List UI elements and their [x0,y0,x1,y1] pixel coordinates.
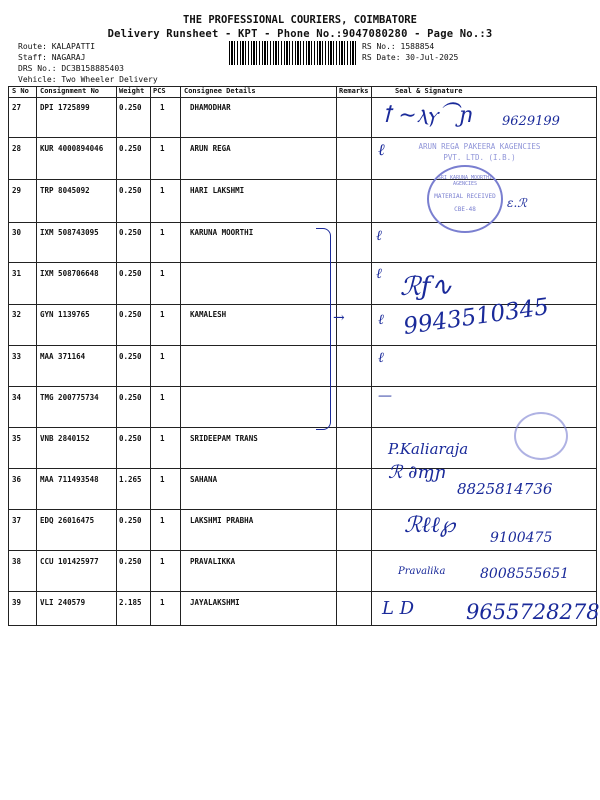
arrow-mark: → [333,310,345,326]
col-line [36,86,37,626]
row-line [8,386,597,387]
signature-r37: ℛℓℓ℘ [404,513,456,538]
row-weight: 0.250 [119,352,142,361]
row-line [8,345,597,346]
row-consignee: PRAVALIKKA [190,557,236,566]
row-sno: 38 [12,557,22,566]
header-subtitle: Delivery Runsheet - KPT - Phone No.:9047080280 - Page No.:3 [107,28,493,40]
row-pcs: 1 [160,352,165,361]
drs-label: DRS No.: DC3B158885403 [18,64,124,73]
col-line [150,86,151,626]
handwritten-phone-r27: 9629199 [502,114,560,129]
col-header-seal: Seal & Signature [395,87,463,95]
row-consignment-no: DPI 1725899 [40,103,90,112]
row-pcs: 1 [160,393,165,402]
row-consignment-no: MAA 711493548 [40,475,99,484]
row-pcs: 1 [160,475,165,484]
row-pcs: 1 [160,310,165,319]
staff-label: Staff: NAGARAJ [18,53,86,62]
row-line [8,179,597,180]
stamp-received-text: MATERIAL RECEIVED [434,193,496,200]
vehicle-label: Vehicle: Two Wheeler Delivery [18,75,158,84]
signature-mark: ℓ [376,228,382,244]
row-pcs: 1 [160,516,165,525]
row-weight: 0.250 [119,516,142,525]
handwritten-phone-r32: 9943510345 [401,293,551,341]
row-consignee: ARUN REGA [190,144,231,153]
row-line [8,509,597,510]
signature-mark: ℓ [378,140,385,159]
stamp-company-name: ARUN REGA PAKEERA KAGENCIES [418,142,541,151]
row-consignee: KARUNA MOORTHI [190,228,254,237]
row-pcs: 1 [160,557,165,566]
row-line [8,550,597,551]
row-line [8,591,597,592]
row-weight: 0.250 [119,557,142,566]
col-header-consignment: Consignment No [40,87,100,95]
row-consignment-no: TRP 8045092 [40,186,90,195]
col-line [8,86,9,626]
row-consignee: SAHANA [190,475,218,484]
row-sno: 29 [12,186,22,195]
handwritten-phone-r37: 9100475 [490,530,553,546]
header-title: THE PROFESSIONAL COURIERS, COIMBATORE [183,14,417,26]
rs-number: RS No.: 1588854 [362,42,435,51]
row-line [8,427,597,428]
row-sno: 28 [12,144,22,153]
row-line [8,137,597,138]
row-sno: 32 [12,310,22,319]
row-sno: 33 [12,352,22,361]
col-header-pcs: PCS [153,87,166,95]
row-sno: 39 [12,598,22,607]
row-pcs: 1 [160,598,165,607]
signature-mark: ℓ [378,350,384,366]
row-consignee: KAMALESH [190,310,227,319]
row-weight: 0.250 [119,393,142,402]
row-consignment-no: KUR 4000894046 [40,144,104,153]
row-line [8,468,597,469]
col-header-consignee: Consignee Details [184,87,256,95]
row-consignment-no: TMG 200775734 [40,393,99,402]
barcode [229,41,357,65]
row-sno: 27 [12,103,22,112]
row-pcs: 1 [160,186,165,195]
handwritten-sign-r38: Pravalika [398,566,446,577]
stamp-round-text: SRI KARUNA MOORTHI AGENCIES [437,175,493,187]
handwritten-sign-r39: L D [382,598,415,619]
round-seal [427,165,503,233]
row-consignee: LAKSHMI PRABHA [190,516,254,525]
row-consignment-no: EDQ 26016475 [40,516,95,525]
handwritten-bracket [316,228,331,430]
row-consignment-no: CCU 101425977 [40,557,99,566]
signature-r27: ꝉ﻿ ∼ⲗⲩ⁀ɲ [382,103,473,128]
row-weight: 0.250 [119,310,142,319]
row-consignee: SRIDEEPAM TRANS [190,434,258,443]
col-line [596,86,597,626]
stamp-city: CBE-48 [454,206,476,213]
col-line [336,86,337,626]
row-weight: 2.185 [119,598,142,607]
row-pcs: 1 [160,228,165,237]
row-pcs: 1 [160,144,165,153]
company-stamp-rect [392,141,567,165]
row-line [8,222,597,223]
col-line [116,86,117,626]
row-sno: 37 [12,516,22,525]
col-header-sno: S No [12,87,29,95]
row-consignee: HARI LAKSHMI [190,186,245,195]
faint-round-seal [514,412,568,460]
row-consignment-no: VLI 240579 [40,598,86,607]
dash-mark: — [378,388,392,404]
row-weight: 0.250 [119,144,142,153]
signature-mark: ℓ [378,312,384,328]
col-header-weight: Weight [119,87,145,95]
row-weight: 0.250 [119,269,142,278]
handwritten-name-r35: P.Kaliaraja [388,440,469,458]
row-consignee: DHAMODHAR [190,103,231,112]
row-sno: 36 [12,475,22,484]
row-sno: 34 [12,393,22,402]
route-label: Route: KALAPATTI [18,42,96,51]
handwritten-phone-r38: 8008555651 [480,566,570,582]
row-weight: 0.250 [119,434,142,443]
row-weight: 0.250 [119,103,142,112]
row-sno: 31 [12,269,22,278]
signature-mark: ℓ [376,266,382,282]
col-line [371,86,372,626]
handwritten-phone-r36: 8825814736 [457,480,553,498]
row-weight: 0.250 [119,186,142,195]
row-consignment-no: MAA 371164 [40,352,86,361]
row-pcs: 1 [160,434,165,443]
signature-r36: ℛ ∂ɱɲ [388,462,447,483]
header-bottom-line [8,97,597,98]
signature-r31: ℛƒ∿ [400,272,453,302]
row-pcs: 1 [160,103,165,112]
rs-date: RS Date: 30-Jul-2025 [362,53,459,62]
row-weight: 1.265 [119,475,142,484]
handwritten-phone-r39: 9655728278 [466,600,600,624]
row-sno: 30 [12,228,22,237]
row-consignment-no: IXM 508706648 [40,269,99,278]
row-consignee: JAYALAKSHMI [190,598,240,607]
col-header-remarks: Remarks [339,87,369,95]
row-weight: 0.250 [119,228,142,237]
row-consignment-no: VNB 2840152 [40,434,90,443]
row-consignment-no: IXM 508743095 [40,228,99,237]
row-sno: 35 [12,434,22,443]
table-bottom-line [8,625,597,626]
row-consignment-no: GYN 1139765 [40,310,90,319]
signature-r29: ɛ.ℛ [507,196,527,210]
row-line [8,262,597,263]
col-line [180,86,181,626]
stamp-pvt-ltd: PVT. LTD. (I.B.) [443,153,516,162]
row-pcs: 1 [160,269,165,278]
